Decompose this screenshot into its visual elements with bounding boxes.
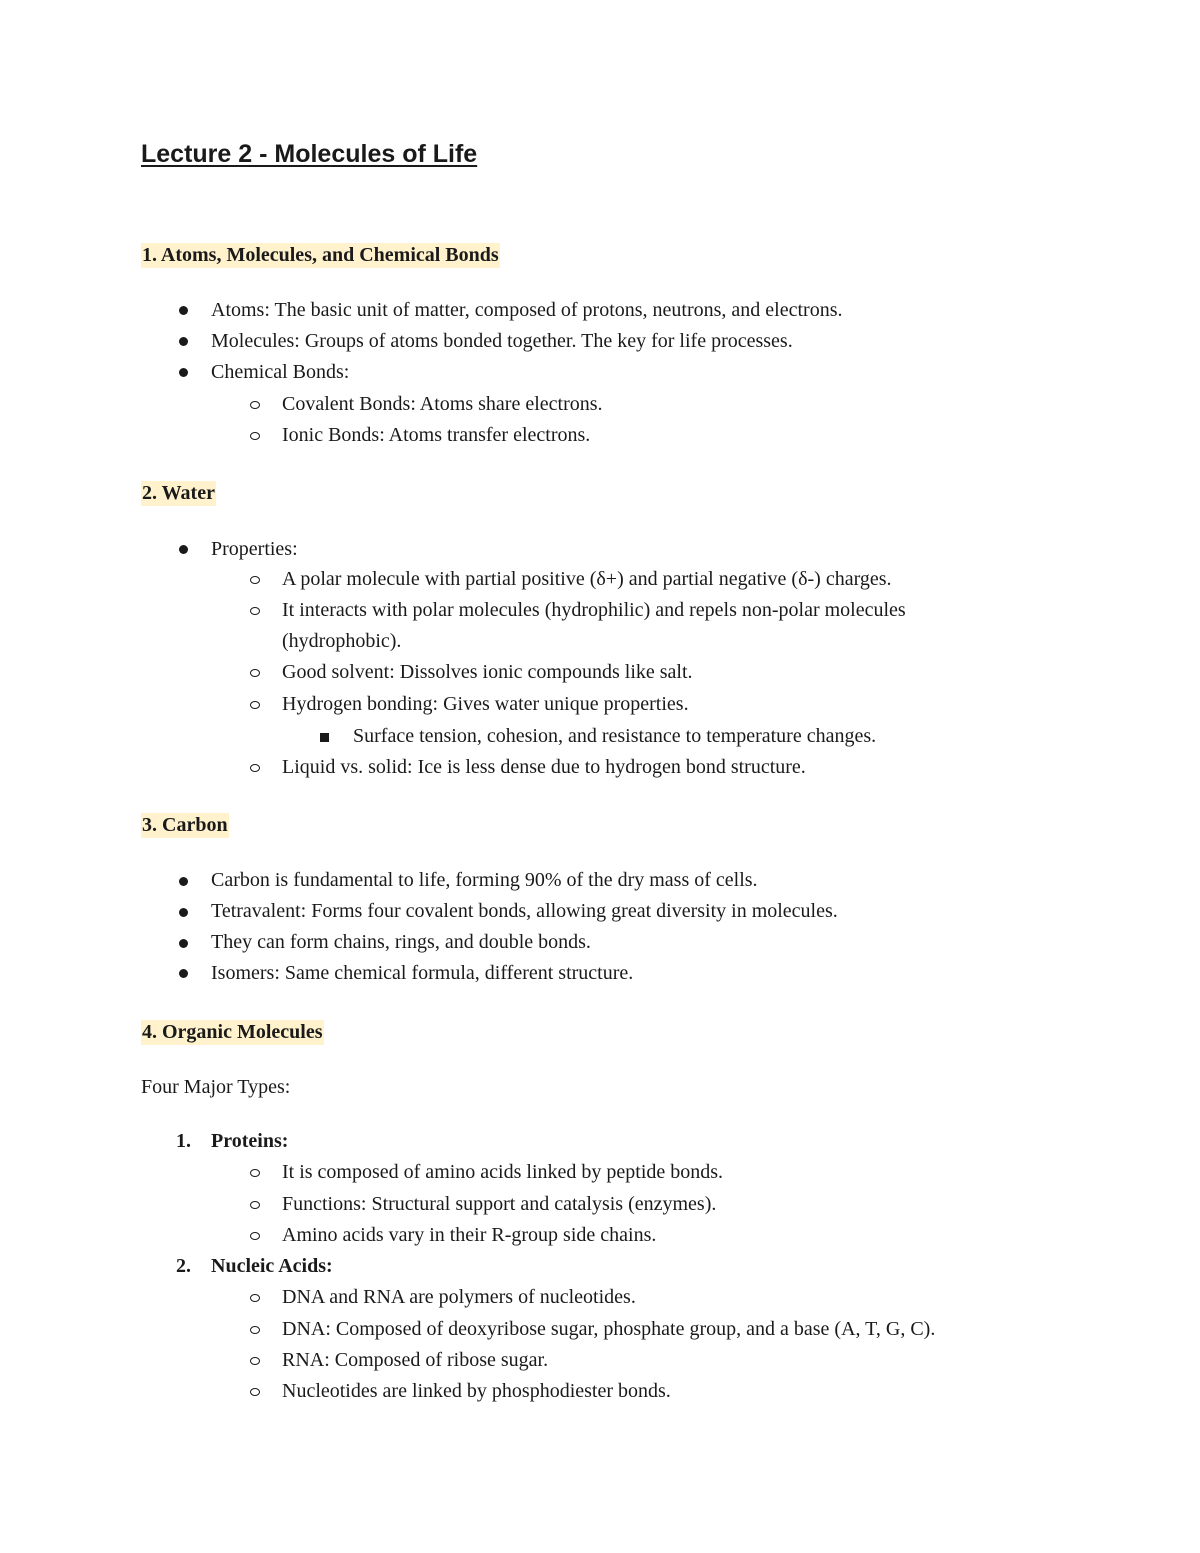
list-item: RNA: Composed of ribose sugar. [282, 1349, 549, 1371]
bullet-circle-icon [250, 576, 260, 584]
list-item: Nucleotides are linked by phosphodiester bonds. [282, 1380, 671, 1402]
list-item: Covalent Bonds: Atoms share electrons. [282, 393, 603, 415]
list-item: Ionic Bonds: Atoms transfer electrons. [282, 424, 591, 446]
bullet-circle-icon [250, 401, 260, 409]
bullet-dot-icon [179, 939, 188, 948]
bullet-square-icon [320, 733, 329, 742]
bullet-circle-icon [250, 701, 260, 709]
list-item: Molecules: Groups of atoms bonded together. The key for life processes. [211, 330, 793, 352]
list-item: Liquid vs. solid: Ice is less dense due to hydrogen bond structure. [282, 756, 806, 778]
section-heading-water: 2. Water [142, 482, 215, 504]
bullet-dot-icon [179, 306, 188, 315]
type-label-nucleic-acids: Nucleic Acids: [211, 1255, 333, 1277]
list-item: Surface tension, cohesion, and resistance to temperature changes. [353, 725, 877, 747]
list-item: Chemical Bonds: [211, 361, 350, 383]
list-item: Properties: [211, 538, 298, 560]
bullet-circle-icon [250, 1294, 260, 1302]
list-number: 2. [176, 1255, 191, 1277]
section-heading-organic-molecules: 4. Organic Molecules [142, 1021, 323, 1043]
bullet-circle-icon [250, 432, 260, 440]
list-item: They can form chains, rings, and double bonds. [211, 931, 591, 953]
list-item: Amino acids vary in their R-group side chains. [282, 1224, 657, 1246]
bullet-dot-icon [179, 969, 188, 978]
list-item: Carbon is fundamental to life, forming 90% of the dry mass of cells. [211, 869, 758, 891]
bullet-dot-icon [179, 877, 188, 886]
bullet-circle-icon [250, 607, 260, 615]
bullet-circle-icon [250, 1388, 260, 1396]
list-item: DNA and RNA are polymers of nucleotides. [282, 1286, 636, 1308]
section-heading-atoms: 1. Atoms, Molecules, and Chemical Bonds [142, 244, 499, 266]
list-item: A polar molecule with partial positive (δ+) and partial negative (δ-) charges. [282, 568, 892, 590]
type-label-proteins: Proteins: [211, 1130, 289, 1152]
list-item: Tetravalent: Forms four covalent bonds, allowing great diversity in molecules. [211, 900, 838, 922]
bullet-dot-icon [179, 337, 188, 346]
section-heading-carbon: 3. Carbon [142, 814, 228, 836]
bullet-circle-icon [250, 1201, 260, 1209]
page-title: Lecture 2 - Molecules of Life [141, 140, 478, 168]
list-item: Atoms: The basic unit of matter, composed of protons, neutrons, and electrons. [211, 299, 843, 321]
list-item: Isomers: Same chemical formula, different structure. [211, 962, 634, 984]
bullet-dot-icon [179, 368, 188, 377]
list-item: Functions: Structural support and catalysis (enzymes). [282, 1193, 717, 1215]
bullet-circle-icon [250, 764, 260, 772]
list-item: DNA: Composed of deoxyribose sugar, phosphate group, and a base (A, T, G, C). [282, 1318, 936, 1340]
bullet-circle-icon [250, 669, 260, 677]
list-number: 1. [176, 1130, 191, 1152]
bullet-dot-icon [179, 545, 188, 554]
bullet-circle-icon [250, 1357, 260, 1365]
bullet-circle-icon [250, 1232, 260, 1240]
section-intro: Four Major Types: [141, 1076, 291, 1098]
list-item: It interacts with polar molecules (hydrophilic) and repels non-polar molecules [282, 599, 906, 621]
list-item: It is composed of amino acids linked by peptide bonds. [282, 1161, 724, 1183]
list-item-continuation: (hydrophobic). [282, 630, 402, 652]
list-item: Good solvent: Dissolves ionic compounds like salt. [282, 661, 693, 683]
list-item: Hydrogen bonding: Gives water unique properties. [282, 693, 689, 715]
bullet-dot-icon [179, 908, 188, 917]
bullet-circle-icon [250, 1326, 260, 1334]
bullet-circle-icon [250, 1169, 260, 1177]
